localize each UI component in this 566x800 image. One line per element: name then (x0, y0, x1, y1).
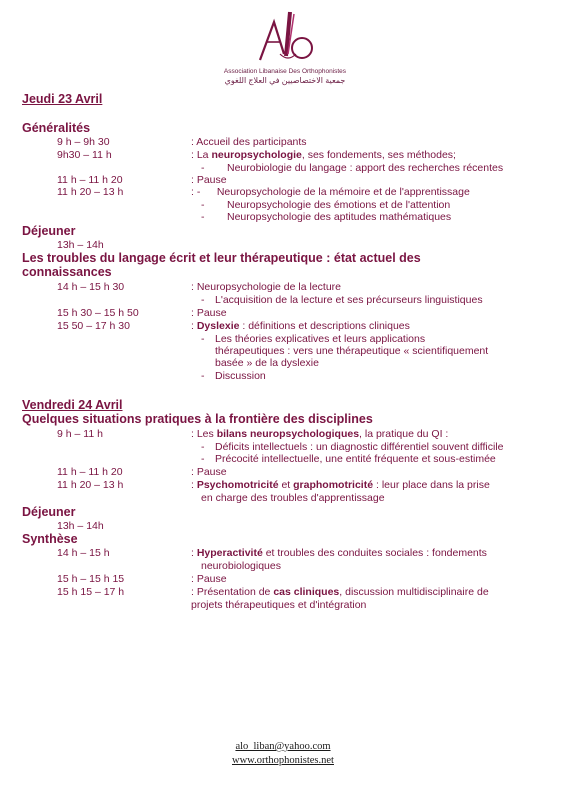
session-desc: : Hyperactivité et troubles des conduites sociales : fondements (191, 547, 487, 559)
session-sub: - L'acquisition de la lecture et ses précurseurs linguistiques (201, 294, 483, 306)
time-slot: 13h – 14h (57, 520, 104, 532)
troubles-title: Les troubles du langage écrit et leur thérapeutique : état actuel des (22, 251, 421, 265)
session-desc: : Psychomotricité et graphomotricité : leur place dans la prise (191, 479, 490, 491)
session-desc: : Pause (191, 466, 227, 478)
time-slot: 11 h 20 – 13 h (57, 479, 124, 491)
footer-email[interactable]: alo_liban@yahoo.com (235, 741, 331, 752)
generalites-title: Généralités (22, 121, 91, 135)
session-desc-cont: projets thérapeutiques et d'intégration (191, 599, 367, 611)
session-sub: - Neuropsychologie des aptitudes mathématiques (201, 211, 452, 223)
time-slot: 15 h – 15 h 15 (57, 573, 125, 585)
time-slot: 15 h 15 – 17 h (57, 586, 125, 598)
session-desc: : Les bilans neuropsychologiques, la pratique du QI : (191, 428, 449, 440)
synthese-title: Synthèse (22, 532, 78, 546)
troubles-title-cont: connaissances (22, 265, 112, 279)
session-desc: : Accueil des participants (191, 136, 307, 148)
time-slot: 11 h 20 – 13 h (57, 186, 124, 198)
dejeuner-title: Déjeuner (22, 505, 76, 519)
time-slot: 14 h – 15 h 30 (57, 281, 125, 293)
time-slot: 15 h 30 – 15 h 50 (57, 307, 139, 319)
time-slot: 11 h – 11 h 20 (57, 466, 123, 478)
session-desc: : Neuropsychologie de la lecture (191, 281, 342, 293)
session-desc: : Présentation de cas cliniques, discussion multidisciplinaire de (191, 586, 489, 598)
footer-website[interactable]: www.orthophonistes.net (232, 755, 334, 766)
session-desc: : Pause (191, 307, 227, 319)
time-slot: 9 h – 9h 30 (57, 136, 110, 148)
org-name-ar: جمعية الاختصاصيين في العلاج اللغوي (224, 76, 346, 85)
session-sub: - Les théories explicatives et leurs applications (201, 333, 426, 345)
session-desc: : Pause (191, 174, 227, 186)
time-slot: 9h30 – 11 h (57, 149, 112, 161)
session-desc-cont: en charge des troubles d'apprentissage (201, 492, 385, 504)
situations-title: Quelques situations pratiques à la frontière des disciplines (22, 412, 373, 426)
session-desc: : Dyslexie : définitions et descriptions cliniques (191, 320, 410, 332)
session-sub: - Neurobiologie du langage : apport des recherches récentes (201, 162, 504, 174)
session-sub: - Discussion (201, 370, 266, 382)
session-sub: - Neuropsychologie des émotions et de l'attention (201, 199, 451, 211)
session-desc: : Pause (191, 573, 227, 585)
time-slot: 15 50 – 17 h 30 (57, 320, 130, 332)
session-sub: - Précocité intellectuelle, une entité fréquente et sous-estimée (201, 453, 496, 465)
day1-title: Jeudi 23 Avril (22, 92, 103, 106)
session-sub-cont: thérapeutiques : vers une thérapeutique « scientifiquement (215, 345, 489, 357)
session-desc: : La neuropsychologie, ses fondements, ses méthodes; (191, 149, 456, 161)
time-slot: 9 h – 11 h (57, 428, 103, 440)
time-slot: 14 h – 15 h (57, 547, 110, 559)
association-logo (205, 8, 365, 92)
dejeuner-title: Déjeuner (22, 224, 76, 238)
session-desc-cont: neurobiologiques (201, 560, 281, 572)
time-slot: 11 h – 11 h 20 (57, 174, 123, 186)
session-desc: : - Neuropsychologie de la mémoire et de l'apprentissage (191, 186, 470, 198)
session-sub-cont: basée » de la dyslexie (215, 357, 319, 369)
time-slot: 13h – 14h (57, 239, 104, 251)
session-sub: - Déficits intellectuels : un diagnostic différentiel souvent difficile (201, 441, 504, 453)
alo-logo-icon (250, 8, 320, 66)
org-name-fr: Association Libanaise Des Orthophonistes (223, 68, 347, 75)
day2-title: Vendredi 24 Avril (22, 398, 123, 412)
